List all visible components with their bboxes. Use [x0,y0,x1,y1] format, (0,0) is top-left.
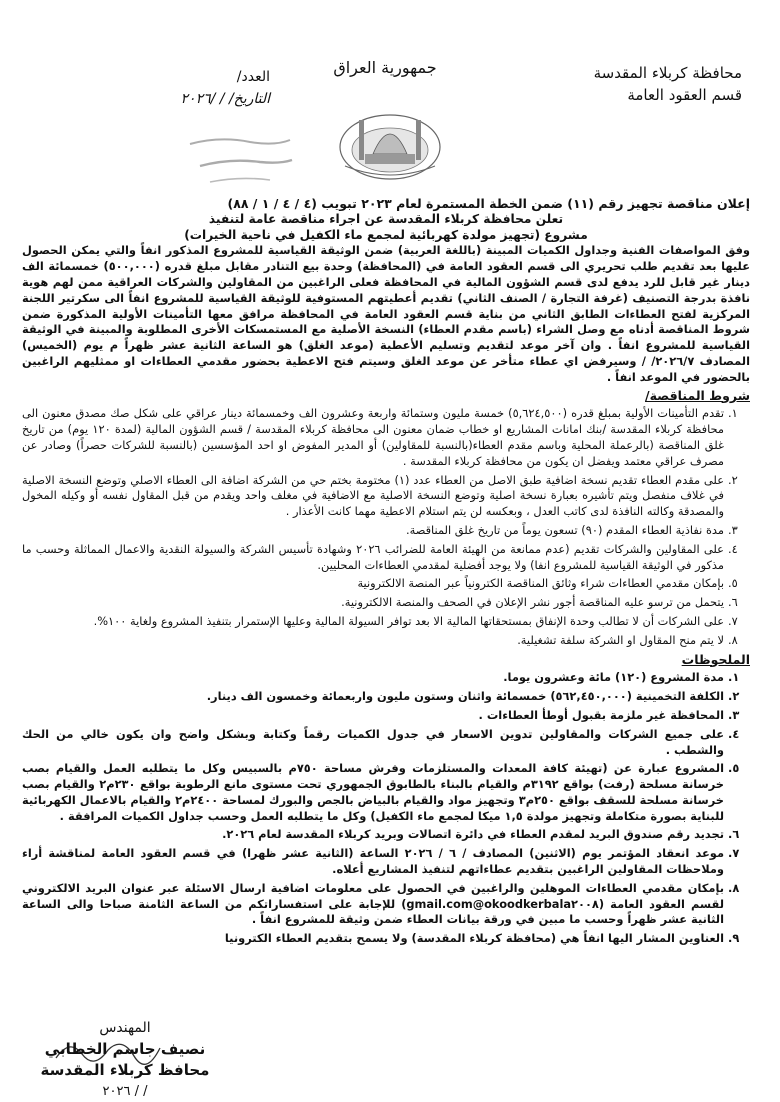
condition-item-text: مدة نفاذية العطاء المقدم (٩٠) تسعون يوماً من تاريخ غلق المناقصة. [405,522,724,537]
condition-item-text: على المقاولين والشركات تقديم (عدم ممانعة من الهيئة العامة للضرائب ٢٠٢٦ وشهادة تأسيس الشركة والسيولة النقدية والاعمال المماثلة وحسب ما مذكور في الوثيقة القياسية للمشروع انفا) ولا يوجد أفضلية لمقدمي العطاءات المحليين. [22,541,724,572]
republic-heading: جمهورية العراق [333,58,437,77]
note-item-number: ٧. [728,846,740,861]
note-item-number: ١. [728,670,740,685]
condition-item [22,523,750,539]
condition-item-text: على الشركات أن لا تطالب وحدة الإنفاق بمستحقاتها المالية الا بعد توافر السيولة المالية وعليها الإستمرار بتنفيذ المشروع ولغاية ١٠٠%. [93,613,724,628]
condition-item-number: ٤. [728,541,738,556]
condition-item-number: ٧. [728,613,738,628]
note-item-text: مدة المشروع (١٢٠) مائة وعشرون يوما. [503,670,724,685]
note-item-text: المشروع عبارة عن (تهيئة كافة المعدات والمستلزمات وفرش مساحة ٧٥٠م بالسبيس وكل ما يتطلبه العمل والقيام بصب خرسانة مسلحة (رفت) بواقع ٣١٩٢م والقيام بالبناء بالطابوق الجمهوري تحت مستوى مانع الرطوبة بواقع ٢٣٠م٢ والقيام بصب خرسانة مسلحة للسقف بواقع ٢٥٠م٣ وتجهيز مواد والقيام بالبياض بالجص والبورك لمساحة ٢٤٠٠م٢ والقيام بالاعمال الكهربائية للبناية بصورة متكاملة وتجهيز مولدة ١,٥ ميكا لمجمع ماء الكفيل) وكل ما يتطلبه العمل وحسب جداول الكميات المرافقة . [22,761,725,823]
condition-item [22,406,750,469]
number-label: العدد/ [236,69,270,85]
project-line: مشروع (تجهيز مولدة كهربائية لمجمع ماء الكفيل في ناحية الخيرات) [184,227,588,242]
condition-item-number: ٢. [728,472,738,487]
note-item-text: تجديد رقم صندوق البريد لمقدم العطاء في دائرة اتصالات وبريد كربلاء المقدسة لعام ٢٠٢٦. [222,827,724,842]
announcement-line: تعلن محافظة كربلاء المقدسة عن اجراء مناقصة عامة لتنفيذ [208,211,564,226]
note-item-number: ٩. [728,931,740,946]
signature-block [40,1018,210,1102]
note-item-number: ٥. [728,761,740,776]
condition-item-text: يتحمل من ترسو عليه المناقصة أجور نشر الإعلان في الصحف والمنصة الالكترونية. [341,595,724,610]
note-item-text: بإمكان مقدمي العطاءات الموهلين والراغبين في الحصول على معلومات اضافية ارسال الاسئلة عبر عنوان البريد الالكتروني لقسم العقود العامة (okoodkerbala٢٠٠٨@gmail.com) للإجابة على استفساراتكم من الساعة الثامنة صباحا والى الساعة الثانية عشر ظهراً وحسب ما مبين في ورقة بيانات العطاء ضمن وثيقة للمشروع انفاً . [22,880,724,927]
conditions-list [22,406,750,648]
condition-item-number: ٦. [728,595,738,610]
note-item [22,761,750,824]
condition-item-number: ٨. [728,632,738,647]
shrine-emblem-icon [335,92,445,182]
date-label: التاريخ/ / /٢٠٢٦ [180,91,270,107]
condition-item-number: ٣. [728,522,738,537]
note-item [22,931,750,947]
notes-list [22,670,750,947]
note-item-number: ٢. [728,689,740,704]
note-item-text: على جميع الشركات والمقاولين تدوين الاسعار في جدول الكميات رقماً وكتابة وبشكل واضح وان يكون خالي من الحك والشطب . [22,726,724,757]
conditions-heading: شروط المناقصة/ [645,387,750,403]
notes-heading: الملحوظات [681,651,750,667]
note-item-number: ٤. [728,726,740,741]
note-item [22,727,750,759]
letterhead-left [150,66,270,110]
signatory-title: المهندس [99,1020,151,1036]
condition-item-text: تقدم التأمينات الأولية بمبلغ قدره (٥,٦٢٤,٥٠٠) خمسة مليون وستمائة واربعة وعشرون الف وخمسمائة دينار عراقي على شكل صك مصدق معنون الى محافظة كربلاء المقدسة /بنك امانات المشاريع او خطاب ضمان معنون الى محافظة كربلاء المقدسة / قسم الشؤون المالية (لمدة ١٢٠ يوم) من تاريخ غلق المناقصة (بالرعملة المحلية وباسم مقدم العطاء(بالنسبة للمقاولين) أو المدير المفوض او احد المؤسسين (بالنسبة للشركات حصراً) وصادر عن مصرف عراقي معتمد ويفضل ان يكون من محافظة كربلاء المقدسة . [22,406,724,468]
note-item-text: العناوين المشار اليها انفاً هي (محافظة كربلاء المقدسة) ولا يسمح بتقديم العطاء الكترونيا [224,931,724,946]
condition-item [22,595,750,611]
condition-item-number: ١. [728,406,738,421]
condition-item [22,473,750,520]
document-body [22,196,750,950]
condition-item [22,576,750,592]
announcement-title: إعلان مناقصة تجهيز رقم (١١) ضمن الخطة المستمرة لعام ٢٠٢٣ تبويب (٤ / ٤ / ١ / ٨٨) [227,196,750,211]
note-item [22,881,750,928]
note-item-text: موعد انعقاد المؤتمر يوم (الاثنين) المصادف / ٦ / ٢٠٢٦ الساعة (الثانية عشر ظهرا) في قسم العقود العامة لمناقشة أراء وملاحظات المقاولين الراغبين بتقديم عطاءاتهم لتنفيذ المشاريع أعلاه. [22,846,725,877]
signatory-name: نصيف جاسم الخطابي [44,1040,206,1058]
condition-item-text: لا يتم منح المقاول او الشركة سلفة تشغيلية. [517,632,724,647]
note-item [22,846,750,878]
signatory-position: محافظ كربلاء المقدسة [40,1061,210,1079]
governorate-name: محافظة كربلاء المقدسة [593,64,742,82]
condition-item-number: ٥. [728,576,738,591]
signature-date: / / ٢٠٢٦ [102,1084,148,1099]
condition-item [22,542,750,574]
note-item-text: الكلفة التخمينية (٥٦٢,٤٥٠,٠٠٠) خمسمائة واثنان وستون مليون واربعمائة وخمسون الف دينار. [206,689,724,704]
note-item [22,670,750,686]
announcement-intro: وفق المواصفات الفنية وجداول الكميات المبينة (باللغة العربية) ضمن الوثيقة القياسية للمشروع المذكور انفاً والتي يمكن الحصول عليها بعد تقديم طلب تحريري الى قسم العقود العامة في (المحافظة) وحدة بيع التنادر مقابل مبلغ قدره (٥٠٠,٠٠٠) خمسمائة الف دينار غير قابل للرد يدفع لدى قسم الشؤون المالية في المحافظة فعلى الراغبين من المقاولين والشركات العراقية ممن لهم هوية نافذة بدرجة التصنيف (غرفة التجارة / الصنف الثاني) تقديم أعطيتهم المستوفية للوثيقة القياسية للمشروع انفاً الى سكرتير اللجنة المركزية لفتح العطاءات الطابق الثاني من بناية قسم العقود العامة في المحافظة مرافق معها التأمينات الأولية المذكورة ضمن شروط المناقصة أدناه مع وصل الشراء (باسم مقدم العطاء) النسخة الأصلية مع المستمسكات الأخرى المطلوبة والمبينة في الوثيقة القياسية للمشروع انفاً . وان آخر موعد لتقديم وتسليم الأعطية (موعد الغلق) هو الساعة الثانية عشر ظهراً م يوم (الخميس) المصادف ٢٠٢٦/٧/ / وسيرفض اي عطاء متأخر عن موعد الغلق وسيتم فتح الاعطية بحضور مقدمي العطاءات او ممثليهم الراغبين بالحضور في الموعد انفاً . [22,243,750,384]
note-item [22,827,750,843]
office-stamp-icon [180,132,300,192]
department-name: قسم العقود العامة [627,86,742,104]
note-item [22,708,750,724]
note-item-number: ٣. [728,707,740,722]
condition-item [22,614,750,630]
note-item-number: ٦. [728,827,740,842]
condition-item-text: على مقدم العطاء تقديم نسخة اضافية طبق الاصل من العطاء عدد (١) مختومة بختم حي من الشركة اضافة الى العطاء الاصلي وتوضع النسخة الاصلية في غلاف منفصل ويتم تأشيره بعبارة نسخة اصلية وتوضع النسخة الاصلية مع الاضافية في مغلف واحد ويقدم من قبل المقاول نفسه أو وكيله المخول والمصدقة وكالته النافذة لدى كاتب العدل ، وبعكسه لن يتم استلام الاعطية مهما كانت الأعذار . [22,472,724,519]
condition-item [22,633,750,649]
note-item-number: ٨. [728,880,740,895]
letterhead-right [594,62,742,106]
note-item-text: المحافظة غير ملزمة بقبول أوطأ العطاءات . [478,707,724,722]
note-item [22,689,750,705]
condition-item-text: بإمكان مقدمي العطاءات شراء وثائق المناقصة الكترونياً عبر المنصة الالكترونية [357,576,724,591]
